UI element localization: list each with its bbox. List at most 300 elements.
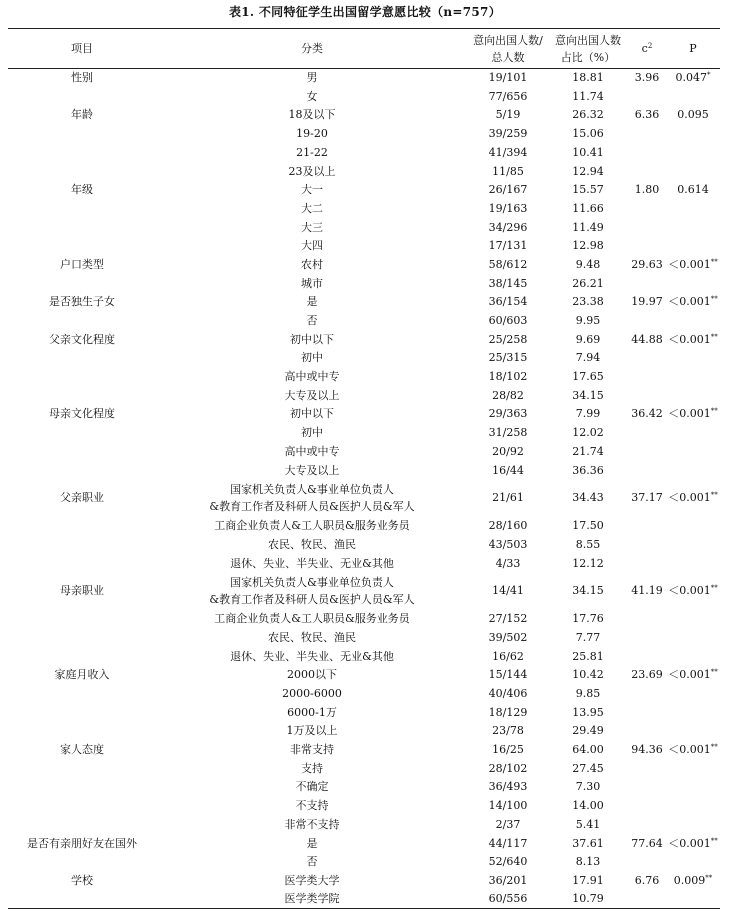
- row-category: [156, 834, 468, 853]
- row-chi: 36.42: [631, 407, 663, 421]
- table-row: [8, 778, 720, 797]
- row-significance: **: [710, 584, 718, 593]
- row-significance: **: [710, 332, 718, 341]
- table-row: [8, 759, 720, 778]
- row-p: [666, 628, 720, 647]
- row-category-line: 医学类学院: [284, 892, 340, 906]
- row-chi: 6.76: [634, 873, 660, 887]
- row-count: 11/85: [492, 164, 524, 178]
- table-row: [8, 237, 720, 256]
- row-p-value: 0.047: [675, 71, 707, 85]
- row-item: [8, 368, 156, 387]
- table-title: 表1. 不同特征学生出国留学意愿比较（n=757）: [228, 5, 502, 19]
- row-count: 43/503: [488, 537, 528, 551]
- row-chi: [628, 684, 666, 703]
- header-chi-sup: 2: [647, 42, 653, 50]
- row-category-line: 初中: [301, 351, 323, 365]
- table-row: [8, 143, 720, 162]
- row-item: [8, 461, 156, 480]
- row-p-value: ＜0.001: [668, 584, 711, 598]
- table-row: [8, 573, 720, 610]
- row-item: 父亲职业: [60, 491, 104, 505]
- row-chi: [628, 368, 666, 387]
- row-category-line: 否: [306, 314, 318, 328]
- row-p: [666, 125, 720, 144]
- row-count: 38/145: [488, 276, 528, 290]
- row-p: [666, 199, 720, 218]
- row-category: [156, 386, 468, 405]
- row-item: [8, 143, 156, 162]
- row-item: [8, 218, 156, 237]
- row-count: 39/259: [488, 127, 528, 141]
- row-count: 18/102: [488, 370, 528, 384]
- row-category: [156, 368, 468, 387]
- row-ratio: 5.41: [575, 817, 601, 831]
- row-category: [156, 199, 468, 218]
- row-chi: 94.36: [631, 743, 663, 757]
- row-p: [666, 162, 720, 181]
- row-category-line-2: &教育工作者及科研人员&医护人员&军人: [209, 593, 415, 607]
- table-row: [8, 480, 720, 517]
- row-category-line: 23及以上: [288, 164, 336, 178]
- row-chi: 3.96: [634, 71, 660, 85]
- row-category: [156, 442, 468, 461]
- row-category: [156, 610, 468, 629]
- row-chi: 19.97: [631, 295, 663, 309]
- row-category-line: 女: [306, 89, 318, 103]
- row-p: [666, 853, 720, 872]
- row-item: [8, 386, 156, 405]
- row-category-line: 男: [306, 71, 318, 85]
- row-ratio: 10.42: [572, 668, 604, 682]
- row-category: [156, 535, 468, 554]
- row-item: 母亲职业: [60, 584, 104, 598]
- row-p: [666, 535, 720, 554]
- table-row: [8, 255, 720, 274]
- row-ratio: 7.94: [575, 351, 601, 365]
- row-chi: [628, 162, 666, 181]
- table-row: [8, 405, 720, 424]
- row-count: 39/502: [488, 630, 528, 644]
- row-p-value: 0.009: [673, 873, 706, 887]
- table-row: [8, 554, 720, 573]
- table-row: [8, 87, 720, 106]
- row-category-line: 大一: [301, 183, 323, 197]
- row-count: 34/296: [488, 220, 528, 234]
- table-row: [8, 797, 720, 816]
- row-p: [666, 237, 720, 256]
- row-significance: *: [707, 71, 711, 80]
- row-count: 20/92: [492, 444, 524, 458]
- row-category-line: 大四: [301, 239, 323, 253]
- row-item: [8, 311, 156, 330]
- row-p: [666, 461, 720, 480]
- row-chi: [628, 703, 666, 722]
- row-item: [8, 628, 156, 647]
- row-category-line: 初中以下: [290, 332, 334, 346]
- row-ratio: 25.81: [572, 649, 604, 663]
- row-item: 家人态度: [60, 743, 104, 757]
- row-category-line: 大二: [301, 201, 323, 215]
- row-category: [156, 797, 468, 816]
- row-count: 36/493: [488, 780, 528, 794]
- row-category-line: 医学类大学: [284, 873, 340, 887]
- row-item: [8, 853, 156, 872]
- row-category: [156, 517, 468, 536]
- row-category-line: 国家机关负责人&事业单位负责人: [230, 575, 394, 589]
- row-count: 36/201: [488, 873, 528, 887]
- row-chi: 44.88: [631, 332, 663, 346]
- row-category: [156, 162, 468, 181]
- row-count: 15/144: [488, 668, 528, 682]
- row-chi: [628, 424, 666, 443]
- row-ratio: 9.69: [575, 332, 601, 346]
- row-category: [156, 143, 468, 162]
- row-ratio: 34.15: [572, 388, 604, 402]
- row-chi: [628, 722, 666, 741]
- row-category-line: 1万及以上: [286, 724, 338, 738]
- row-p: [666, 703, 720, 722]
- row-significance: **: [710, 743, 718, 752]
- row-p-value: 0.614: [677, 183, 709, 197]
- row-chi: [628, 517, 666, 536]
- row-p: [666, 647, 720, 666]
- row-ratio: 64.00: [572, 743, 604, 757]
- row-ratio: 11.74: [572, 89, 604, 103]
- row-chi: [628, 386, 666, 405]
- row-category-line: 农民、牧民、渔民: [268, 537, 356, 551]
- row-ratio: 37.61: [572, 836, 604, 850]
- table-row: [8, 815, 720, 834]
- row-p: [666, 722, 720, 741]
- row-count: 4/33: [495, 556, 521, 570]
- row-item: [8, 442, 156, 461]
- row-category-line: 农民、牧民、渔民: [268, 630, 356, 644]
- row-category: [156, 722, 468, 741]
- row-category: [156, 759, 468, 778]
- table-row: [8, 610, 720, 629]
- row-category-line: 支持: [301, 761, 323, 775]
- row-category: [156, 330, 468, 349]
- row-item: [8, 125, 156, 144]
- row-significance: **: [710, 257, 718, 266]
- row-item: [8, 349, 156, 368]
- row-ratio: 11.49: [572, 220, 604, 234]
- row-category: [156, 218, 468, 237]
- row-item: 户口类型: [60, 257, 104, 271]
- row-item: [8, 759, 156, 778]
- row-category-line: 不支持: [295, 799, 329, 813]
- row-p: [666, 684, 720, 703]
- row-count: 21/61: [492, 491, 524, 505]
- row-chi: [628, 647, 666, 666]
- row-item: 是否有亲朋好友在国外: [27, 836, 137, 850]
- row-item: [8, 535, 156, 554]
- comparison-table: [8, 28, 720, 909]
- row-ratio: 17.91: [572, 873, 604, 887]
- header-ratio-text: 意向出国人数占比（%）: [555, 33, 621, 64]
- row-item: [8, 703, 156, 722]
- row-count: 2/37: [495, 817, 521, 831]
- row-p: [666, 834, 720, 853]
- row-category: [156, 628, 468, 647]
- row-item: [8, 517, 156, 536]
- row-count: 28/102: [488, 761, 528, 775]
- table-row: [8, 274, 720, 293]
- row-category-line: 工商企业负责人&工人职员&服务业务员: [214, 612, 410, 626]
- table-row: [8, 368, 720, 387]
- table-row: [8, 69, 720, 88]
- row-category-line: 是: [306, 295, 318, 309]
- row-chi: 41.19: [631, 584, 663, 598]
- row-count: 23/78: [492, 724, 524, 738]
- row-category-line: 初中以下: [290, 407, 334, 421]
- row-p: [666, 218, 720, 237]
- row-category: [156, 741, 468, 760]
- table-row: [8, 722, 720, 741]
- row-chi: [628, 853, 666, 872]
- row-category: [156, 666, 468, 685]
- row-category: [156, 480, 468, 517]
- row-count: 29/363: [488, 407, 528, 421]
- row-chi: [628, 554, 666, 573]
- row-ratio: 15.57: [572, 183, 604, 197]
- row-ratio: 26.21: [572, 276, 604, 290]
- row-category-line: 2000以下: [287, 668, 337, 682]
- row-significance: **: [705, 873, 713, 882]
- table-row: [8, 890, 720, 909]
- row-category-line: 大专及以上: [284, 463, 340, 477]
- row-p: [666, 368, 720, 387]
- row-ratio: 12.98: [572, 239, 604, 253]
- row-category-line: 大专及以上: [284, 388, 340, 402]
- row-count: 16/44: [492, 463, 524, 477]
- row-chi: [628, 797, 666, 816]
- row-count: 17/131: [488, 239, 528, 253]
- row-category-line: 高中或中专: [284, 370, 340, 384]
- row-p: [666, 69, 720, 88]
- row-p: [666, 871, 720, 890]
- row-category: [156, 181, 468, 200]
- row-ratio: 17.50: [572, 519, 604, 533]
- row-chi: 23.69: [631, 668, 663, 682]
- row-category: [156, 647, 468, 666]
- header-ratio: [548, 29, 628, 69]
- header-row: [8, 29, 720, 69]
- row-ratio: 29.49: [572, 724, 604, 738]
- row-count: 25/258: [488, 332, 528, 346]
- row-category: [156, 703, 468, 722]
- row-count: 44/117: [488, 836, 528, 850]
- row-category: [156, 461, 468, 480]
- row-category-line: 国家机关负责人&事业单位负责人: [230, 482, 394, 496]
- row-p: [666, 797, 720, 816]
- row-chi: [628, 125, 666, 144]
- row-ratio: 8.13: [575, 855, 601, 869]
- row-p: [666, 330, 720, 349]
- row-chi: [628, 610, 666, 629]
- table-row: [8, 199, 720, 218]
- row-item: [8, 610, 156, 629]
- row-ratio: 15.06: [572, 127, 604, 141]
- row-ratio: 9.48: [575, 257, 601, 271]
- table-row: [8, 684, 720, 703]
- table-row: [8, 349, 720, 368]
- row-count: 26/167: [488, 183, 528, 197]
- row-count: 14/100: [488, 799, 528, 813]
- row-item: [8, 237, 156, 256]
- row-ratio: 34.15: [572, 584, 604, 598]
- row-category-line: 初中: [301, 426, 323, 440]
- row-chi: 37.17: [631, 491, 663, 505]
- row-chi: 77.64: [631, 836, 663, 850]
- row-ratio: 17.65: [572, 370, 604, 384]
- table-row: [8, 647, 720, 666]
- row-p-value: ＜0.001: [668, 332, 711, 346]
- table-row: [8, 535, 720, 554]
- table-row: [8, 162, 720, 181]
- row-chi: [628, 349, 666, 368]
- table-row: [8, 293, 720, 312]
- row-chi: [628, 759, 666, 778]
- row-chi: [628, 890, 666, 909]
- table-header: [8, 29, 720, 69]
- row-chi: [628, 218, 666, 237]
- row-chi: [628, 442, 666, 461]
- row-item: [8, 87, 156, 106]
- row-category: [156, 349, 468, 368]
- row-p: [666, 610, 720, 629]
- header-chi-text: c: [641, 42, 648, 55]
- row-category-line: 工商企业负责人&工人职员&服务业务员: [214, 519, 410, 533]
- header-count-text: 意向出国人数/总人数: [473, 33, 543, 64]
- row-category-line: 不确定: [295, 780, 329, 794]
- row-category-line: 退休、失业、半失业、无业&其他: [230, 649, 394, 663]
- row-item: [8, 199, 156, 218]
- row-item: 父亲文化程度: [49, 332, 115, 346]
- row-category-line: 大三: [301, 220, 323, 234]
- row-count: 16/25: [492, 743, 524, 757]
- row-chi: 6.36: [634, 108, 660, 122]
- row-category-line: 否: [306, 855, 318, 869]
- row-ratio: 12.02: [572, 426, 604, 440]
- row-chi: [628, 199, 666, 218]
- row-category: [156, 87, 468, 106]
- row-ratio: 7.77: [575, 630, 601, 644]
- row-category: [156, 778, 468, 797]
- table-row: [8, 517, 720, 536]
- row-ratio: 12.94: [572, 164, 604, 178]
- row-ratio: 13.95: [572, 705, 604, 719]
- row-count: 19/101: [488, 71, 528, 85]
- row-count: 31/258: [488, 426, 528, 440]
- row-p: [666, 386, 720, 405]
- row-category-line: 21-22: [296, 145, 328, 159]
- row-ratio: 11.66: [572, 201, 604, 215]
- row-chi: 29.63: [631, 257, 663, 271]
- row-chi: [628, 461, 666, 480]
- row-p-value: ＜0.001: [668, 407, 711, 421]
- row-ratio: 23.38: [572, 295, 604, 309]
- row-chi: [628, 143, 666, 162]
- row-ratio: 7.99: [575, 407, 601, 421]
- row-ratio: 36.36: [572, 463, 604, 477]
- header-item: 项目: [8, 29, 156, 69]
- table-row: [8, 834, 720, 853]
- row-chi: [628, 274, 666, 293]
- row-p: [666, 274, 720, 293]
- row-p-value: ＜0.001: [668, 668, 711, 682]
- row-item: [8, 274, 156, 293]
- row-count: 58/612: [488, 257, 528, 271]
- row-category: [156, 405, 468, 424]
- row-category-line: 18及以下: [288, 108, 336, 122]
- row-count: 52/640: [488, 855, 528, 869]
- row-significance: **: [710, 407, 718, 416]
- row-category-line: 非常不支持: [284, 817, 340, 831]
- row-ratio: 9.85: [575, 687, 601, 701]
- row-item: [8, 797, 156, 816]
- row-category: [156, 684, 468, 703]
- row-significance: **: [710, 668, 718, 677]
- row-p-value: ＜0.001: [668, 295, 711, 309]
- row-item: 母亲文化程度: [49, 407, 115, 421]
- row-item: 家庭月收入: [54, 668, 110, 682]
- row-item: [8, 162, 156, 181]
- row-ratio: 7.30: [575, 780, 601, 794]
- row-category: [156, 274, 468, 293]
- row-count: 19/163: [488, 201, 528, 215]
- row-item: 年级: [71, 183, 93, 197]
- header-chi: [628, 29, 666, 69]
- row-p: [666, 666, 720, 685]
- row-count: 25/315: [488, 351, 528, 365]
- row-item: [8, 424, 156, 443]
- row-category: [156, 106, 468, 125]
- row-item: [8, 722, 156, 741]
- row-ratio: 34.43: [572, 491, 604, 505]
- row-category-line: 19-20: [296, 127, 328, 141]
- row-category: [156, 237, 468, 256]
- row-item: [8, 647, 156, 666]
- row-p-value: ＜0.001: [668, 257, 711, 271]
- table-row: [8, 871, 720, 890]
- table-row: [8, 741, 720, 760]
- row-category: [156, 554, 468, 573]
- row-p: [666, 106, 720, 125]
- row-item: [8, 890, 156, 909]
- row-significance: **: [710, 491, 718, 500]
- row-item: [8, 815, 156, 834]
- row-p-value: ＜0.001: [668, 836, 711, 850]
- row-ratio: 18.81: [572, 71, 604, 85]
- table-row: [8, 424, 720, 443]
- row-category-line: 城市: [301, 276, 323, 290]
- row-p: [666, 405, 720, 424]
- row-item: [8, 778, 156, 797]
- table-row: [8, 386, 720, 405]
- row-significance: **: [710, 836, 718, 845]
- row-category-line: 6000-1万: [287, 705, 337, 719]
- row-category: [156, 871, 468, 890]
- row-count: 60/556: [468, 890, 548, 909]
- row-item: [8, 684, 156, 703]
- row-ratio: 9.95: [575, 314, 601, 328]
- table-row: [8, 703, 720, 722]
- row-significance: **: [710, 295, 718, 304]
- row-category-line: 退休、失业、半失业、无业&其他: [230, 556, 394, 570]
- header-category: 分类: [156, 29, 468, 69]
